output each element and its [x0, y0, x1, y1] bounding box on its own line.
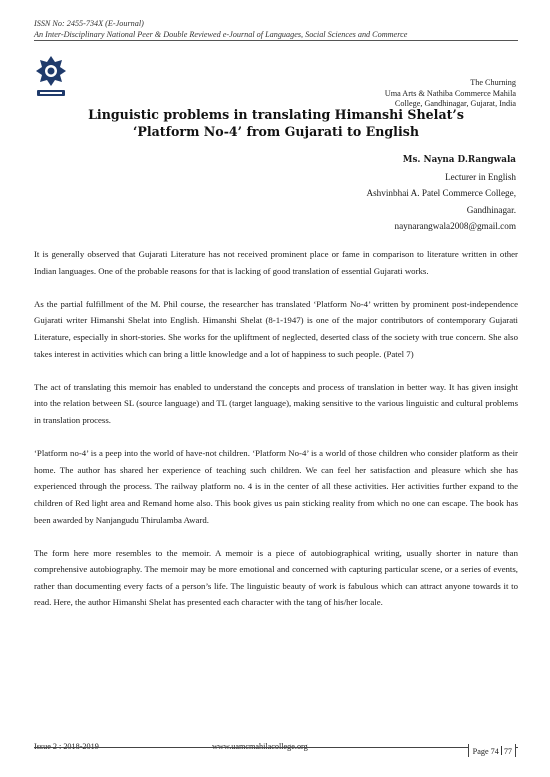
- author-city: Gandhinagar.: [466, 204, 516, 215]
- journal-description: An Inter-Disciplinary National Peer & Double Reviewed e-Journal of Languages, Social Sciences and Commerce: [34, 30, 408, 39]
- footer-divider: [34, 747, 518, 748]
- journal-header: [34, 18, 407, 40]
- article-title: [34, 106, 518, 140]
- paragraph: It is generally observed that Gujarati Literature has not received prominent place or fame in comparison to literature written in other Indian languages. One of the probable reasons for that is lacking of good translation of essential Gujarati works.: [34, 249, 518, 276]
- author-email[interactable]: naynarangwala2008@gmail.com: [394, 221, 516, 231]
- page-number-box: [468, 744, 516, 757]
- paragraph: As the partial fulfillment of the M. Phil course, the researcher has translated ‘Platform No-4’ written by prominent post-independence Gujarati writer Himanshi Shelat into English. Himanshi Shelat (8-1-1947) is one of the major contributors of contemporary Gujarati Literature, especially in short-stories. She works for the upliftment of neglected, deserted class of the society with true concern. She also takes interest in activities which can bring a little knowledge and a lot of happiness to such people. (Patel 7): [34, 298, 518, 359]
- college-emblem-icon: [34, 54, 68, 102]
- org-line-3: College, Gandhinagar, Gujarat, India: [394, 99, 516, 108]
- paragraph: The form here more resembles to the memoir. A memoir is a piece of autobiographical writing, usually shorter in nature than comprehensive autobiography. The memoir may be more emotional and concerned with capturing particular scene, or a series of events, rather than documenting every facts of a person’s life. The linguistic beauty of work is fabulous which can attract anyone towards it to read. Here, the author Himanshi Shelat has presented each character with the tang of his/her locale.: [34, 547, 518, 608]
- org-line-1: The Churning: [470, 78, 516, 87]
- author-name: Ms. Nayna D.Rangwala: [402, 155, 516, 165]
- title-line-1: Linguistic problems in translating Himanshi Shelat’s: [88, 107, 464, 122]
- paragraph: ‘Platform no-4’ is a peep into the world of have-not children. ‘Platform No-4’ is a world of those children who consider platform as their home. The author has shared her experience of teaching such children. We can feel her satisfaction and pleasure which she has experienced through the process. The railway platform no. 4 is in the center of all these activities. Her activities further expand to the children of Red light area and Remand home also. This book gives us pain sticking reality from which no one can escape. The book has been awarded by Nanjangudu Thirulamba Award.: [34, 448, 518, 525]
- article-body: [34, 246, 518, 628]
- page-label: Page 74: [472, 747, 499, 756]
- author-college: Ashvinbhai A. Patel Commerce College,: [366, 188, 516, 198]
- page-separator: [501, 746, 502, 755]
- paragraph: The act of translating this memoir has enabled to understand the concepts and process of translation in better way. It has given insight into the relation between SL (source language) and TL (target language), making sensitive to the various linguistic and cultural problems in translation process.: [34, 381, 518, 425]
- issn-line: ISSN No: 2455-734X (E-Journal): [34, 19, 144, 28]
- page-total: 77: [503, 747, 512, 756]
- header-divider: [34, 40, 518, 41]
- footer-issue: Issue 2 : 2018-2019: [34, 742, 99, 751]
- footer-website[interactable]: www.uamcmahilacollege.org: [212, 742, 308, 751]
- title-line-2: ‘Platform No-4’ from Gujarati to English: [133, 124, 419, 139]
- author-block: [366, 152, 516, 235]
- organization-block: [385, 78, 516, 110]
- author-role: Lecturer in English: [445, 171, 516, 182]
- org-line-2: Uma Arts & Nathiba Commerce Mahila: [384, 88, 516, 98]
